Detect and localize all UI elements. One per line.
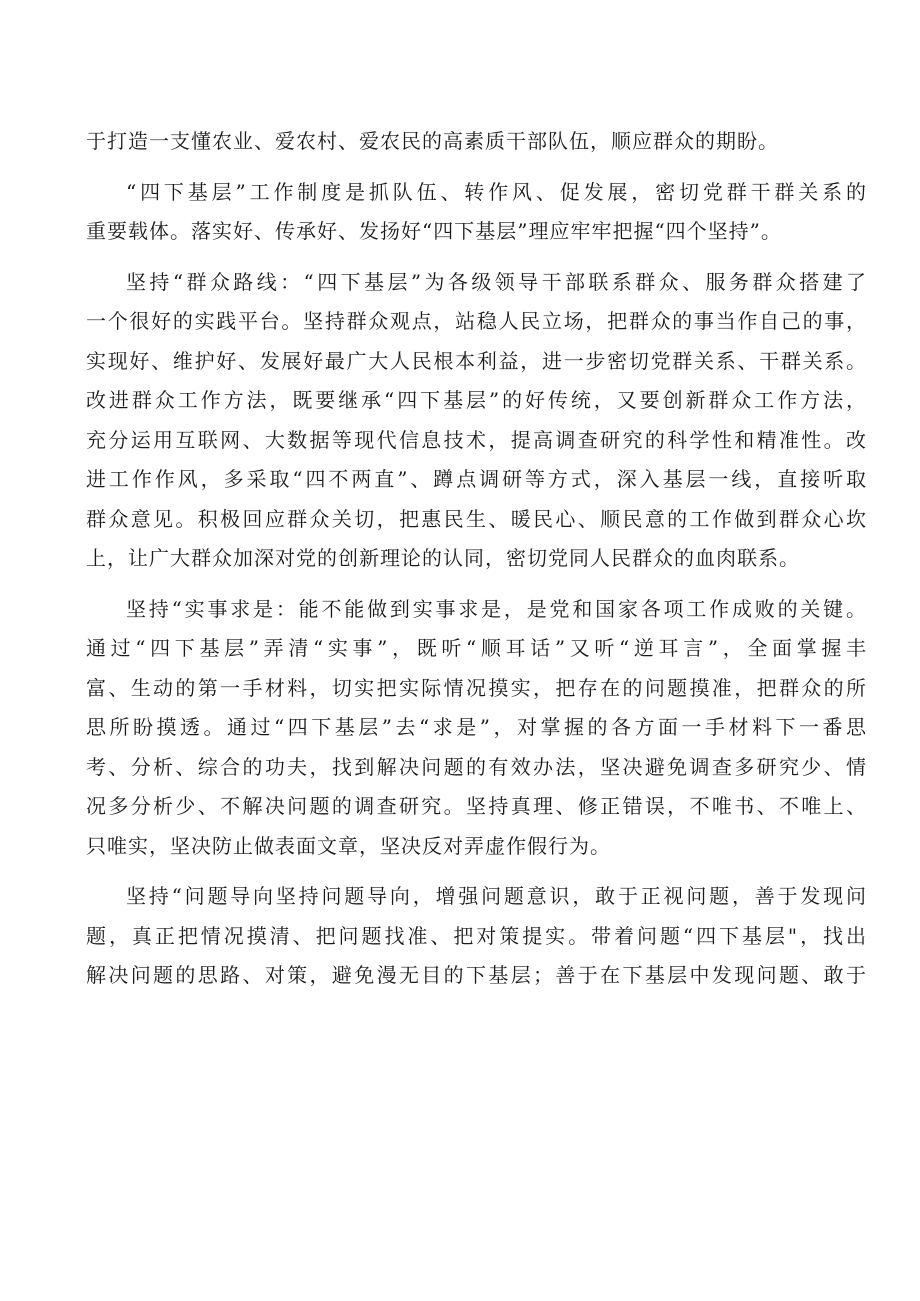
- text-line: 通过“四下基层”弄清“实事”，既听“顺耳话”又听“逆耳言”，全面掌握丰: [86, 636, 866, 660]
- text-line: 上，让广大群众加深对党的创新理论的认同，密切党同人民群众的血肉联系。: [86, 546, 800, 570]
- text-line: 坚持“问题导向坚持问题导向，增强问题意识，敢于正视问题，善于发现问: [126, 884, 866, 908]
- text-line: 只唯实，坚决防止做表面文章，坚决反对弄虚作假行为。: [86, 833, 611, 858]
- paragraph-intro: [86, 173, 866, 252]
- text-line: 坚持“群众路线：“四下基层”为各级领导干部联系群众、服务群众搭建了: [126, 269, 866, 294]
- text-line: 于打造一支懂农业、爱农村、爱农民的高素质干部队伍，顺应群众的期盼。: [86, 129, 779, 153]
- paragraph-continuation: [86, 122, 866, 162]
- text-line: 坚持“实事求是：能不能做到实事求是，是党和国家各项工作成败的关键。: [126, 596, 866, 621]
- text-line: 一个很好的实践平台。坚持群众观点，站稳人民立场，把群众的事当作自己的事，: [86, 309, 866, 333]
- text-line: 况多分析少、不解决问题的调查研究。坚持真理、修正错误，不唯书、不唯上、: [86, 794, 866, 818]
- text-line: 题，真正把情况摸清、把问题找准、把对策提实。带着问题“四下基层"，找出: [86, 923, 866, 948]
- paragraph-problem-oriented: [86, 877, 866, 996]
- text-line: “四下基层”工作制度是抓队伍、转作风、促发展，密切党群干群关系的: [126, 179, 866, 204]
- text-line: 富、生动的第一手材料，切实把实际情况摸实，把存在的问题摸准，把群众的所: [86, 675, 866, 700]
- text-line: 思所盼摸透。通过“四下基层”去“求是”，对掌握的各方面一手材料下一番思: [86, 715, 866, 739]
- text-line: 实现好、维护好、发展好最广大人民根本利益，进一步密切党群关系、干群关系。: [86, 348, 866, 373]
- paragraph-seek-truth: [86, 590, 866, 867]
- text-line: 进工作作风，多采取“四不两直”、蹲点调研等方式，深入基层一线，直接听取: [86, 467, 866, 491]
- paragraph-mass-line: [86, 263, 866, 579]
- text-line: 考、分析、综合的功夫，找到解决问题的有效办法，坚决避免调查多研究少、情: [86, 754, 866, 779]
- text-line: 改进群众工作方法，既要继承“四下基层”的好传统，又要创新群众工作方法，: [86, 388, 866, 412]
- text-line: 群众意见。积极回应群众关切，把惠民生、暖民心、顺民意的工作做到群众心坎: [86, 506, 866, 531]
- text-line: 重要载体。落实好、传承好、发扬好“四下基层”理应牢牢把握“四个坚持”。: [86, 219, 782, 243]
- document-body: [86, 122, 866, 996]
- text-line: 充分运用互联网、大数据等现代信息技术，提高调查研究的科学性和精准性。改: [86, 427, 866, 452]
- text-line: 解决问题的思路、对策，避免漫无目的下基层；善于在下基层中发现问题、敢于: [86, 963, 866, 987]
